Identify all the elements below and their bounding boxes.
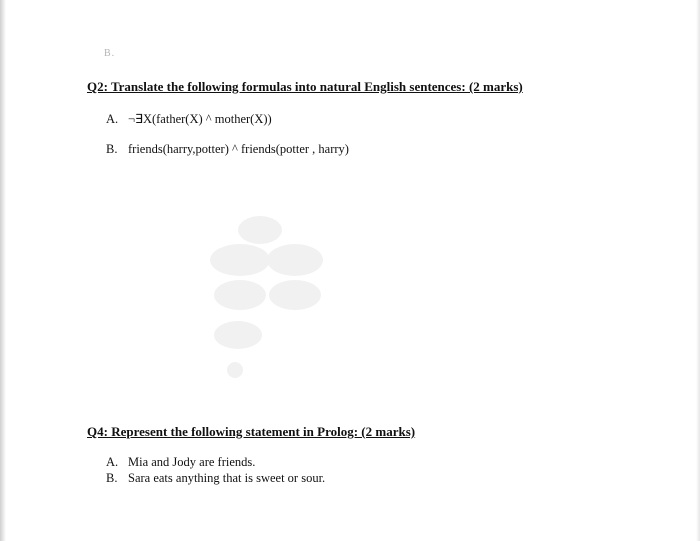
page-edge-shadow-right <box>696 0 700 541</box>
question-4-title: Q4: Represent the following statement in Prolog: (2 marks) <box>87 424 416 439</box>
item-letter: A. <box>106 112 119 126</box>
question-4-item-a <box>106 455 255 470</box>
question-4-item-b <box>106 471 325 486</box>
cut-off-fragment: B. <box>104 48 116 59</box>
item-text: Mia and Jody are friends. <box>128 455 256 469</box>
faint-watermark-graphic <box>200 210 340 380</box>
item-text: ¬∃X(father(X) ^ mother(X)) <box>128 112 272 126</box>
question-2-title: Q2: Translate the following formulas into natural English sentences: (2 marks) <box>87 79 523 94</box>
item-text: friends(harry,potter) ^ friends(potter , harry) <box>128 142 349 156</box>
question-2-item-a <box>106 111 272 127</box>
item-text: Sara eats anything that is sweet or sour. <box>128 471 326 485</box>
item-letter: A. <box>106 455 119 469</box>
question-2-item-b <box>106 142 349 157</box>
page-edge-shadow <box>0 0 6 541</box>
item-letter: B. <box>106 142 118 156</box>
item-letter: B. <box>106 471 118 485</box>
